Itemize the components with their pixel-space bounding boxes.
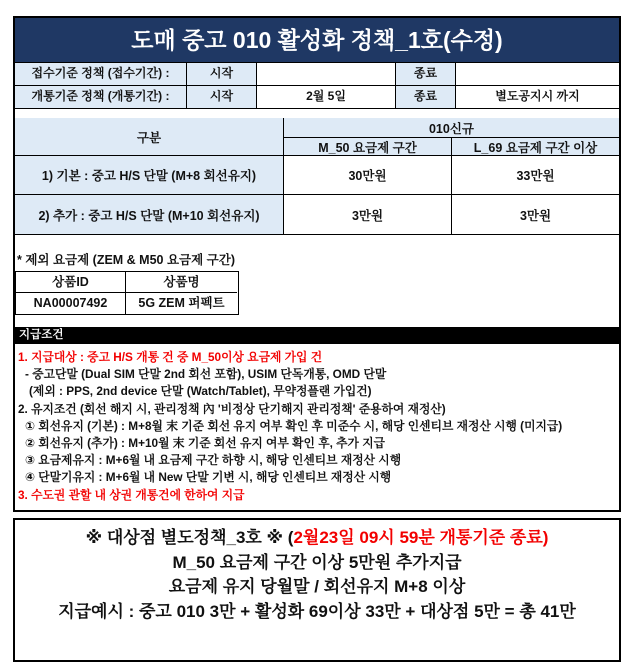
condition-line: (제외 : PPS, 2nd device 단말 (Watch/Tablet), 무약정플랜 가입건) <box>29 384 372 399</box>
condition-line: ③ 요금제유지 : M+6월 내 요금제 구간 하향 시, 해당 인센티브 재정산 시행 <box>25 453 402 468</box>
spacer <box>15 315 619 327</box>
special-policy-title-line <box>15 526 619 551</box>
receipt-start-value <box>257 63 396 86</box>
activation-end-value: 별도공지시 까지 <box>456 86 619 109</box>
activation-end-label: 종료 <box>396 86 456 109</box>
incentive-table <box>15 118 619 235</box>
spacer <box>15 235 619 249</box>
product-id-header: 상품ID <box>16 272 126 293</box>
product-id-value: NA00007492 <box>16 293 126 314</box>
incentive-row-extra-m50: 3만원 <box>284 195 452 234</box>
excluded-plans-caption: * 제외 요금제 (ZEM & M50 요금제 구간) <box>17 253 235 267</box>
incentive-corner-header: 구분 <box>15 118 284 156</box>
incentive-row-basic-label: 1) 기본 : 중고 H/S 단말 (M+8 회선유지) <box>15 156 284 195</box>
policy-main-box <box>13 16 621 512</box>
condition-line: 1. 지급대상 : 중고 H/S 개통 건 중 M_50이상 요금제 가입 건 <box>18 350 323 364</box>
condition-line: - 중고단말 (Dual SIM 단말 2nd 회선 포함), USIM 단독개통, OMD 단말 <box>25 367 387 382</box>
incentive-row-extra-label: 2) 추가 : 중고 H/S 단말 (M+10 회선유지) <box>15 195 284 234</box>
receipt-end-value <box>456 63 619 86</box>
payment-conditions-body <box>15 344 619 510</box>
condition-line: 2. 유지조건 (회선 해지 시, 관리정책 內 '비정상 단기해지 관리정책' 준용하여 재정산) <box>18 401 446 416</box>
incentive-subheader-m50: M_50 요금제 구간 <box>284 138 452 156</box>
incentive-row-extra-l69: 3만원 <box>452 195 619 234</box>
product-name-header: 상품명 <box>126 272 237 293</box>
product-name-value: 5G ZEM 퍼펙트 <box>126 293 237 314</box>
activation-start-label: 시작 <box>187 86 257 109</box>
page-title: 도매 중고 010 활성화 정책_1호(수정) <box>15 18 619 63</box>
special-policy-line: 요금제 유지 당월말 / 회선유지 M+8 이상 <box>168 577 466 596</box>
spacer <box>15 109 619 118</box>
incentive-group-header: 010신규 <box>284 118 619 138</box>
excluded-plans-table <box>15 271 239 315</box>
incentive-row-basic-m50: 30만원 <box>284 156 452 195</box>
condition-line: ② 회선유지 (추가) : M+10월 末 기준 회선 유지 여부 확인 후, 추가 지급 <box>25 436 386 451</box>
special-policy-line: 지급예시 : 중고 010 3만 + 활성화 69이상 33만 + 대상점 5만 = 총 41만 <box>58 601 576 621</box>
incentive-subheader-l69: L_69 요금제 구간 이상 <box>452 138 619 156</box>
special-policy-deadline: 2월23일 09시 59분 개통기준 종료) <box>293 528 549 547</box>
receipt-end-label: 종료 <box>396 63 456 86</box>
special-policy-title: ※ 대상점 별도정책_3호 ※ ( <box>85 528 294 547</box>
special-policy-line: M_50 요금제 구간 이상 5만원 추가지급 <box>172 552 462 572</box>
receipt-start-label: 시작 <box>187 63 257 86</box>
incentive-row-basic-l69: 33만원 <box>452 156 619 195</box>
condition-line: 3. 수도권 관할 내 상권 개통건에 한하여 지급 <box>18 487 245 502</box>
activation-period-label: 개통기준 정책 (개통기간) : <box>15 86 187 109</box>
policy-period-table <box>15 63 619 109</box>
receipt-period-label: 접수기준 정책 (접수기간) : <box>15 63 187 86</box>
condition-line: ④ 단말기유지 : M+6월 내 New 단말 기변 시, 해당 인센티브 재정산 시행 <box>25 470 392 485</box>
activation-start-value: 2월 5일 <box>257 86 396 109</box>
condition-line: ① 회선유지 (기본) : M+8월 末 기준 회선 유지 여부 확인 후 미준수 시, 해당 인센티브 재정산 시행 (미지급) <box>25 418 563 433</box>
special-policy-box <box>13 518 621 662</box>
payment-conditions-header: 지급조건 <box>15 327 619 344</box>
